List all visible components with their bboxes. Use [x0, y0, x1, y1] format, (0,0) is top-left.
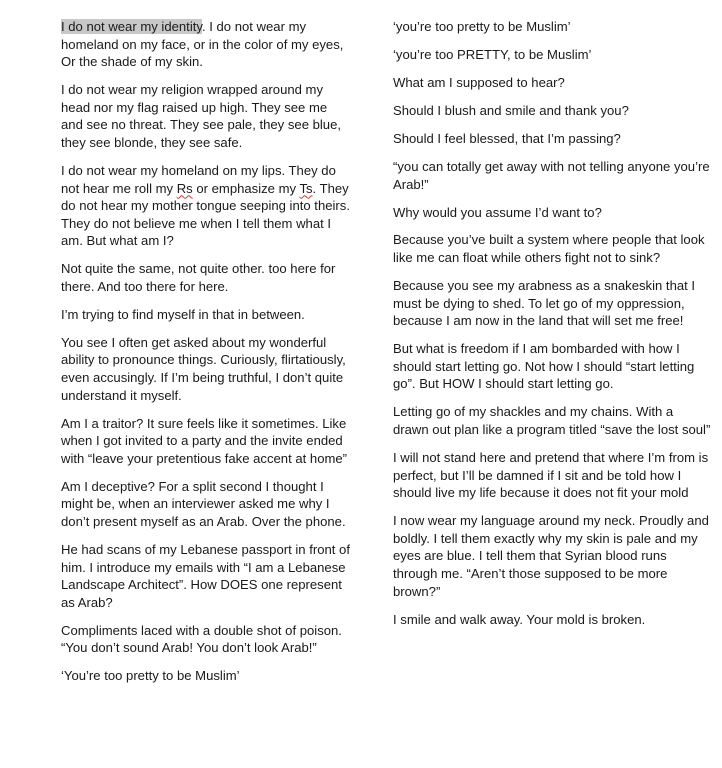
- paragraph[interactable]: ‘you’re too PRETTY, to be Muslim’: [393, 46, 592, 62]
- spellcheck-flagged-word[interactable]: Ts: [299, 180, 313, 196]
- paragraph[interactable]: You see I often get asked about my wonderful ability to pronounce things. Curiously, flirtatiously, even accusingly. If I’m being truthful, I don’t quite understand it myself.: [61, 334, 346, 403]
- paragraph[interactable]: He had scans of my Lebanese passport in front of him. I introduce my emails with “I am a Lebanese Landscape Architect”. How DOES one represent as Arab?: [61, 541, 350, 610]
- paragraph[interactable]: Letting go of my shackles and my chains. With a drawn out plan like a program titled “save the lost soul”: [393, 404, 711, 437]
- paragraph[interactable]: ‘You’re too pretty to be Muslim’: [61, 668, 240, 684]
- paragraph-text[interactable]: or emphasize my: [192, 180, 300, 196]
- paragraph[interactable]: What am I supposed to hear?: [393, 74, 565, 90]
- paragraph[interactable]: I’m trying to find myself in that in between.: [61, 306, 305, 322]
- paragraph[interactable]: Am I deceptive? For a split second I thought I might be, when an interviewer asked me why I don’t present myself as an Arab. Over the phone.: [61, 478, 346, 529]
- paragraph[interactable]: Why would you assume I’d want to?: [393, 204, 602, 220]
- paragraph[interactable]: Not quite the same, not quite other. too here for there. And too there for here.: [61, 261, 336, 294]
- paragraph[interactable]: But what is freedom if I am bombarded with how I should start letting go. Not how I should “start letting go”. But HOW I should start letting go.: [393, 341, 695, 392]
- paragraph[interactable]: I will not stand here and pretend that where I’m from is perfect, but I’ll be damned if I sit and be told how I should live my life because it does not fit your mold: [393, 449, 709, 501]
- right-column: [393, 18, 711, 639]
- paragraph[interactable]: [61, 162, 351, 250]
- spellcheck-flagged-word[interactable]: Rs: [176, 180, 193, 196]
- paragraph-text[interactable]: . I do not wear my homeland on my face, or in the color of my eyes, Or the shade of my skin.: [61, 19, 344, 70]
- paragraph[interactable]: Because you’ve built a system where people that look like me can float while others fight not to sink?: [393, 232, 705, 266]
- paragraph[interactable]: “you can totally get away with not telling anyone you’re Arab!”: [393, 158, 710, 192]
- highlighted-text[interactable]: I do not wear my identity: [61, 19, 202, 34]
- paragraph[interactable]: [61, 18, 351, 71]
- paragraph[interactable]: Should I blush and smile and thank you?: [393, 102, 629, 118]
- left-column: [61, 18, 351, 695]
- paragraph[interactable]: Compliments laced with a double shot of poison. “You don’t sound Arab! You don’t look Arab!”: [61, 622, 342, 656]
- paragraph[interactable]: Am I a traitor? It sure feels like it sometimes. Like when I got invited to a party and the invite ended with “leave your pretentious fake accent at home”: [61, 415, 348, 466]
- paragraph-text[interactable]: . They do not hear my mother tongue seeping into theirs. They do not believe me when I tell them what I am. But what am I?: [61, 180, 350, 249]
- paragraph[interactable]: I smile and walk away. Your mold is broken.: [393, 611, 646, 627]
- paragraph[interactable]: I do not wear my religion wrapped around my head nor my flag raised up high. They see me and see no threat. They see pale, they see blue, they see blonde, they see safe.: [61, 82, 342, 150]
- paragraph[interactable]: Should I feel blessed, that I’m passing?: [393, 130, 621, 146]
- paragraph[interactable]: Because you see my arabness as a snakeskin that I must be dying to shed. To let go of my oppression, because I am now in the land that will set me free!: [393, 278, 696, 329]
- paragraph[interactable]: I now wear my language around my neck. Proudly and boldly. I tell them exactly why my skin is pale and my eyes are blue. I tell them that Syrian blood runs through me. “Aren’t those supposed to be more brown?”: [393, 513, 709, 599]
- paragraph-text[interactable]: I do not wear my homeland on my lips. They do not hear me roll my: [61, 162, 336, 196]
- paragraph[interactable]: ‘you’re too pretty to be Muslim’: [393, 19, 571, 34]
